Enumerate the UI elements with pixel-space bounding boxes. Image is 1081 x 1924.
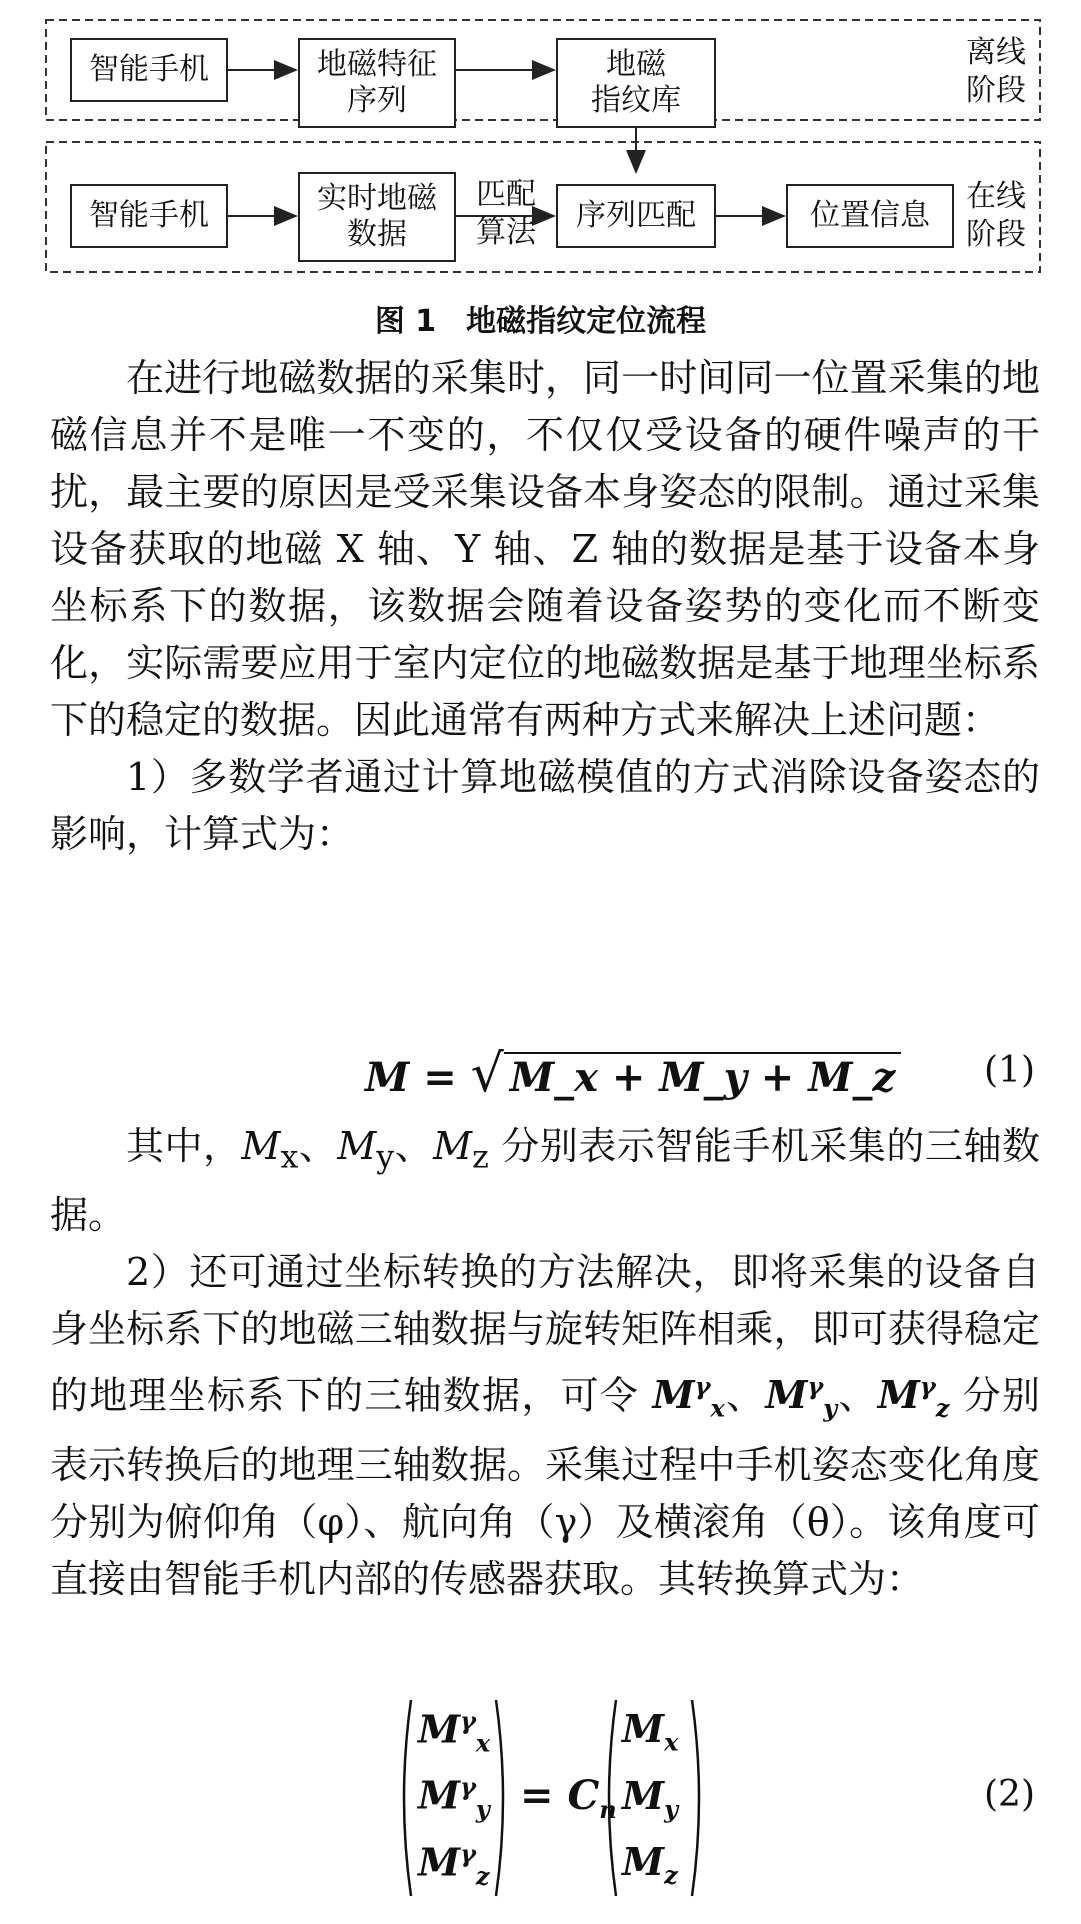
eq2-number: (2) (984, 1774, 1035, 1815)
paragraph-2: 1）多数学者通过计算地磁模值的方式消除设备姿态的影响，计算式为： (50, 755, 1040, 856)
eq2-left-paren-1 (395, 1698, 413, 1898)
eq2-right-paren-2 (690, 1698, 708, 1898)
eq2-rhs-vector: $M_x$ $M_y$ $M_z$ (622, 1706, 679, 1890)
eq2-coefficient: = $C_n$ (520, 1772, 617, 1824)
figure-caption: 图 1 地磁指纹定位流程 (374, 304, 707, 339)
equation-2 (0, 1698, 1081, 1908)
paragraph-1: 在进行地磁数据的采集时，同一时间同一位置采集的地磁信息并不是唯一不变的，不仅仅受设备的硬件噪声的干扰，最主要的原因是受采集设备本身姿态的限制。通过采集设备获取的地磁 X 轴、Y 轴、Z 轴的数据是基于设备本身坐标系下的数据，该数据会随着设备姿势的变化而不断变化，实际需要应用于室内定位的地磁数据是基于地理坐标系下的稳定的数据。因此通常有两种方式来解决上述问题： (50, 356, 1040, 742)
eq2-left-paren-2 (600, 1698, 618, 1898)
paragraph-3: 其中，$M_x$、$M_y$、$M_z$ 分别表示智能手机采集的三轴数据。 (50, 1124, 1040, 1237)
eq1-rhs: M_x + M_y + M_z (504, 1052, 901, 1101)
offline-box-fingerprint-db: 地磁 指纹库 (556, 38, 716, 128)
online-box-position-info: 位置信息 (786, 184, 954, 248)
eq2-right-paren-1 (494, 1698, 512, 1898)
paragraph-4: 2）还可通过坐标转换的方法解决，即将采集的设备自身坐标系下的地磁三轴数据与旋转矩阵相乘，即可获得稳定的地理坐标系下的三轴数据，可令 $M^\gamma_x$、$M^\gamma_y$、$M^\gamma_z$ 分别表示转换后的地理三轴数据。采集过程中手机姿态变化角度分别为俯仰角（φ）、航向角（γ）及横滚角（θ）。该角度可直接由智能手机内部的传感器获取。其转换算式为： (50, 1249, 1040, 1601)
body-text-2 (50, 1118, 1040, 1608)
online-box-phone: 智能手机 (70, 184, 228, 248)
online-box-realtime-data: 实时地磁 数据 (298, 172, 456, 262)
online-stage-label: 在线 阶段 (966, 179, 1026, 252)
equation-1: M = √ M_x + M_y + M_z (1) (365, 1044, 1035, 1104)
eq1-lhs: M (365, 1054, 410, 1101)
online-box-sequence-match: 序列匹配 (556, 184, 716, 248)
offline-box-feature-seq: 地磁特征 序列 (298, 38, 456, 128)
offline-box-phone: 智能手机 (70, 38, 228, 102)
eq1-number: (1) (984, 1050, 1035, 1091)
flow-diagram (0, 0, 1081, 300)
body-text (50, 350, 1040, 863)
matching-algorithm-label: 匹配 算法 (476, 177, 536, 250)
offline-stage-label: 离线 阶段 (966, 35, 1026, 108)
eq2-lhs-vector: $M^\gamma_x$ $M^\gamma_y$ $M^\gamma_z$ (418, 1705, 491, 1891)
